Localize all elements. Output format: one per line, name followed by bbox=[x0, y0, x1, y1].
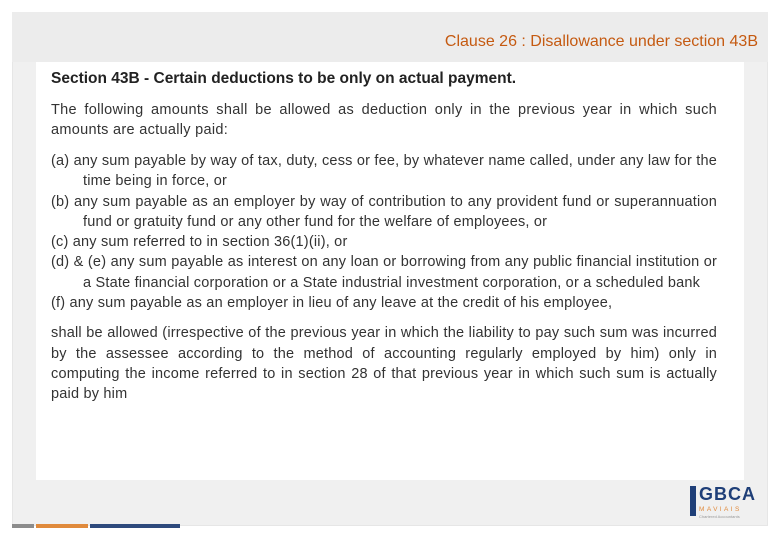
slide-title: Clause 26 : Disallowance under section 43B bbox=[444, 33, 758, 50]
logo-tagline: Chartered Accountants bbox=[699, 514, 740, 519]
section-heading: Section 43B - Certain deductions to be only on actual payment. bbox=[51, 70, 517, 87]
company-logo bbox=[690, 486, 760, 518]
slide-content bbox=[51, 70, 717, 405]
footer-accent-blue bbox=[90, 524, 180, 528]
list-item: (b) any sum payable as an employer by way of contribution to any provident fund or superannuation fund or gratuity fund or any other fund for the welfare of employees, or bbox=[51, 193, 717, 230]
list-item: (c) any sum referred to in section 36(1)(ii), or bbox=[51, 234, 348, 251]
logo-mark-icon bbox=[690, 486, 696, 516]
list-item: (f) any sum payable as an employer in lieu of any leave at the credit of his employee, bbox=[51, 295, 613, 312]
list-item: (a) any sum payable by way of tax, duty, cess or fee, by whatever name called, under any law for the time being in force, or bbox=[51, 153, 717, 190]
logo-name: GBCA bbox=[699, 484, 756, 504]
deduction-list bbox=[51, 151, 717, 313]
logo-subtitle: MAVIAIS bbox=[699, 506, 742, 513]
intro-paragraph: The following amounts shall be allowed as deduction only in the previous year in which such amounts are actually paid: bbox=[51, 102, 717, 138]
list-item: (d) & (e) any sum payable as interest on any loan or borrowing from any public financial institution or a State financial corporation or a State industrial investment corporation, or a scheduled bank bbox=[51, 254, 717, 291]
footer-accent-gray bbox=[12, 524, 34, 528]
footer-accent-orange bbox=[36, 524, 88, 528]
closing-paragraph: shall be allowed (irrespective of the previous year in which the liability to pay such sum was incurred by the assessee according to the method of accounting regularly employed by him) only in computing the income referred to in section 28 of that previous year in which such sum is actually paid by him bbox=[51, 325, 717, 403]
